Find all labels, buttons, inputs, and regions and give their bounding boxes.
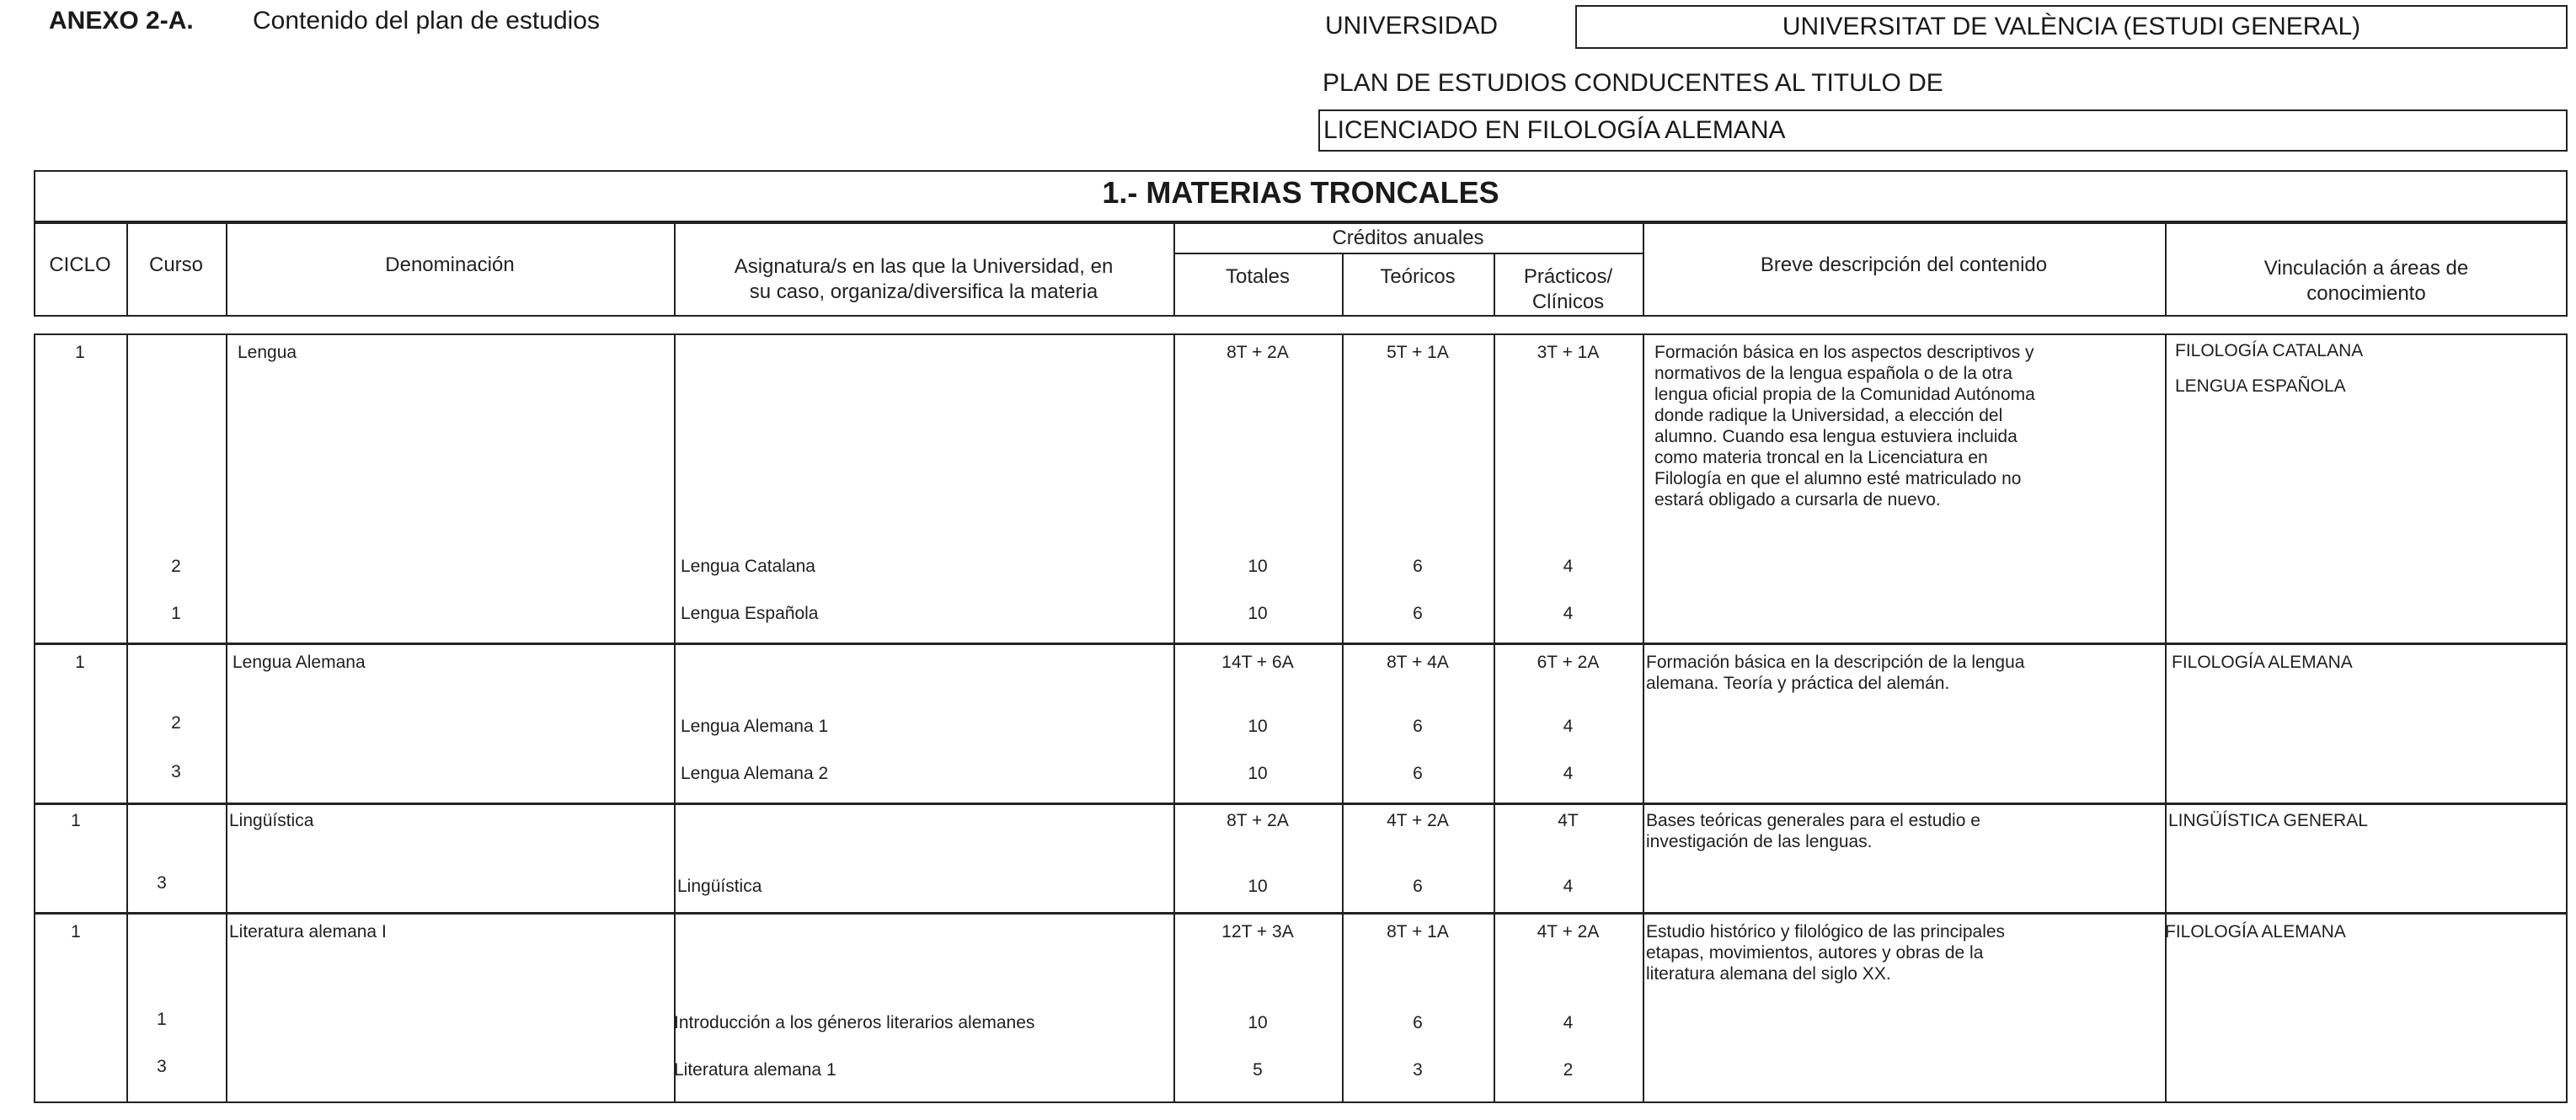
col-descripcion: Breve descripción del contenido [1760,253,2048,276]
group-area: LENGUA ESPAÑOLA [2175,376,2346,396]
divider [226,333,227,1103]
divider [2165,333,2167,1103]
subject-asignatura: Lengua Alemana 1 [681,717,829,736]
subject-teoricos: 6 [1413,717,1423,736]
subject-asignatura: Introducción a los géneros literarios alemanes [674,1013,1035,1032]
subject-totales: 10 [1248,717,1268,736]
group-area: FILOLOGÍA CATALANA [2175,341,2364,360]
divider [674,333,676,1103]
subject-practicos: 4 [1563,1013,1574,1032]
group-area: FILOLOGÍA ALEMANA [2172,653,2353,672]
university-name: UNIVERSITAT DE VALÈNCIA (ESTUDI GENERAL) [1782,13,2361,40]
group-practicos: 6T + 2A [1537,653,1600,672]
group-practicos: 4T [1558,811,1579,830]
descripcion-line: etapas, movimientos, autores y obras de la [1646,943,1984,963]
subject-curso: 1 [157,1010,167,1029]
subject-teoricos: 6 [1413,557,1423,576]
group-denominacion: Lengua [238,343,297,362]
university-name-box [1575,5,2568,49]
col-asignaturas-line1: Asignatura/s en las que la Universidad, en [734,255,1114,278]
subject-asignatura: Lengua Española [681,604,819,623]
descripcion-line: Formación básica en la descripción de la lengua [1646,653,2025,672]
col-practicos-line2: Clínicos [1531,291,1605,313]
group-descripcion [1654,342,2160,510]
col-teoricos: Teóricos [1380,265,1456,288]
col-totales: Totales [1225,265,1291,288]
group-ciclo: 1 [71,811,81,830]
subject-totales: 10 [1248,557,1268,576]
section-title: 1.- MATERIAS TRONCALES [1102,175,1499,210]
subject-curso: 2 [171,557,181,576]
group-separator [34,803,2568,805]
col-creditos: Créditos anuales [1332,227,1484,249]
subject-teoricos: 6 [1413,877,1423,896]
group-area: LINGÜÍSTICA GENERAL [2168,811,2368,830]
descripcion-line: Estudio histórico y filológico de las principales [1646,922,2006,941]
group-denominacion: Literatura alemana I [229,922,387,941]
group-descripcion [1646,810,2160,852]
group-ciclo: 1 [71,922,81,941]
group-practicos: 3T + 1A [1537,343,1600,362]
col-denominacion: Denominación [385,253,515,276]
descripcion-line: investigación de las lenguas. [1646,832,1873,851]
annex-title: Contenido del plan de estudios [253,7,600,35]
group-totales: 8T + 2A [1227,343,1289,362]
subject-curso: 1 [171,604,181,623]
subject-totales: 10 [1248,877,1268,896]
subject-asignatura: Lengua Alemana 2 [681,764,829,783]
descripcion-line: Bases teóricas generales para el estudio e [1646,811,1980,830]
group-denominacion: Lingüística [229,811,314,830]
descripcion-line: donde radique la Universidad, a elección del [1654,406,2003,425]
group-teoricos: 4T + 2A [1387,811,1449,830]
subject-curso: 2 [171,713,181,733]
group-ciclo: 1 [75,653,85,672]
group-separator [34,643,2568,645]
group-teoricos: 8T + 4A [1387,653,1449,672]
degree-name: LICENCIADO EN FILOLOGÍA ALEMANA [1323,116,1786,144]
annex-label: ANEXO 2-A. [49,7,194,35]
group-descripcion [1646,652,2160,694]
descripcion-line: lengua oficial propia de la Comunidad Autónoma [1654,385,2035,404]
subject-asignatura: Literatura alemana 1 [674,1060,836,1080]
subject-totales: 10 [1248,1013,1268,1032]
group-totales: 14T + 6A [1221,653,1294,672]
group-descripcion [1646,921,2160,984]
subject-curso: 3 [171,762,181,781]
divider [1643,333,1644,1103]
subject-teoricos: 3 [1413,1060,1423,1080]
subject-practicos: 4 [1563,557,1574,576]
group-denominacion: Lengua Alemana [232,653,366,672]
col-vinculacion-line2: conocimiento [2306,282,2426,305]
subject-totales: 10 [1248,604,1268,623]
col-practicos-line1: Prácticos/ [1523,265,1613,288]
subject-asignatura: Lengua Catalana [681,557,815,576]
col-asignaturas-line2: su caso, organiza/diversifica la materia [749,280,1098,303]
descripcion-line: Formación básica en los aspectos descriptivos y [1654,343,2034,362]
university-label: UNIVERSIDAD [1325,12,1499,40]
subject-totales: 5 [1253,1060,1263,1080]
subject-curso: 3 [157,873,167,893]
subject-teoricos: 6 [1413,764,1423,783]
col-curso: Curso [148,253,204,276]
descripcion-line: Filología en que el alumno esté matriculado no [1654,469,2022,488]
group-teoricos: 8T + 1A [1387,922,1449,941]
descripcion-line: como materia troncal en la Licenciatura en [1654,448,1988,467]
descripcion-line: alumno. Cuando esa lengua estuviera incluida [1654,427,2018,446]
subject-teoricos: 6 [1413,604,1423,623]
subject-practicos: 4 [1563,764,1574,783]
group-totales: 12T + 3A [1221,922,1294,941]
subject-totales: 10 [1248,764,1268,783]
descripcion-line: literatura alemana del siglo XX. [1646,964,1891,984]
subject-practicos: 2 [1563,1060,1574,1080]
group-separator [34,912,2568,915]
descripcion-line: estará obligado a cursarla de nuevo. [1654,490,1941,509]
subject-teoricos: 6 [1413,1013,1423,1032]
plan-label: PLAN DE ESTUDIOS CONDUCENTES AL TITULO DE [1323,69,1943,97]
descripcion-line: normativos de la lengua española o de la otra [1654,364,2012,383]
subject-practicos: 4 [1563,604,1574,623]
subject-practicos: 4 [1563,717,1574,736]
group-totales: 8T + 2A [1227,811,1289,830]
group-area: FILOLOGÍA ALEMANA [2165,922,2346,941]
degree-name-box [1318,109,2568,152]
divider [1173,253,1643,254]
group-teoricos: 5T + 1A [1387,343,1449,362]
subject-asignatura: Lingüística [677,877,762,896]
subject-practicos: 4 [1563,877,1574,896]
descripcion-line: alemana. Teoría y práctica del alemán. [1646,674,1950,693]
group-practicos: 4T + 2A [1537,922,1600,941]
col-vinculacion-line1: Vinculación a áreas de [2263,257,2469,280]
subject-curso: 3 [157,1057,167,1076]
group-ciclo: 1 [75,343,85,362]
col-ciclo: CICLO [49,253,111,276]
